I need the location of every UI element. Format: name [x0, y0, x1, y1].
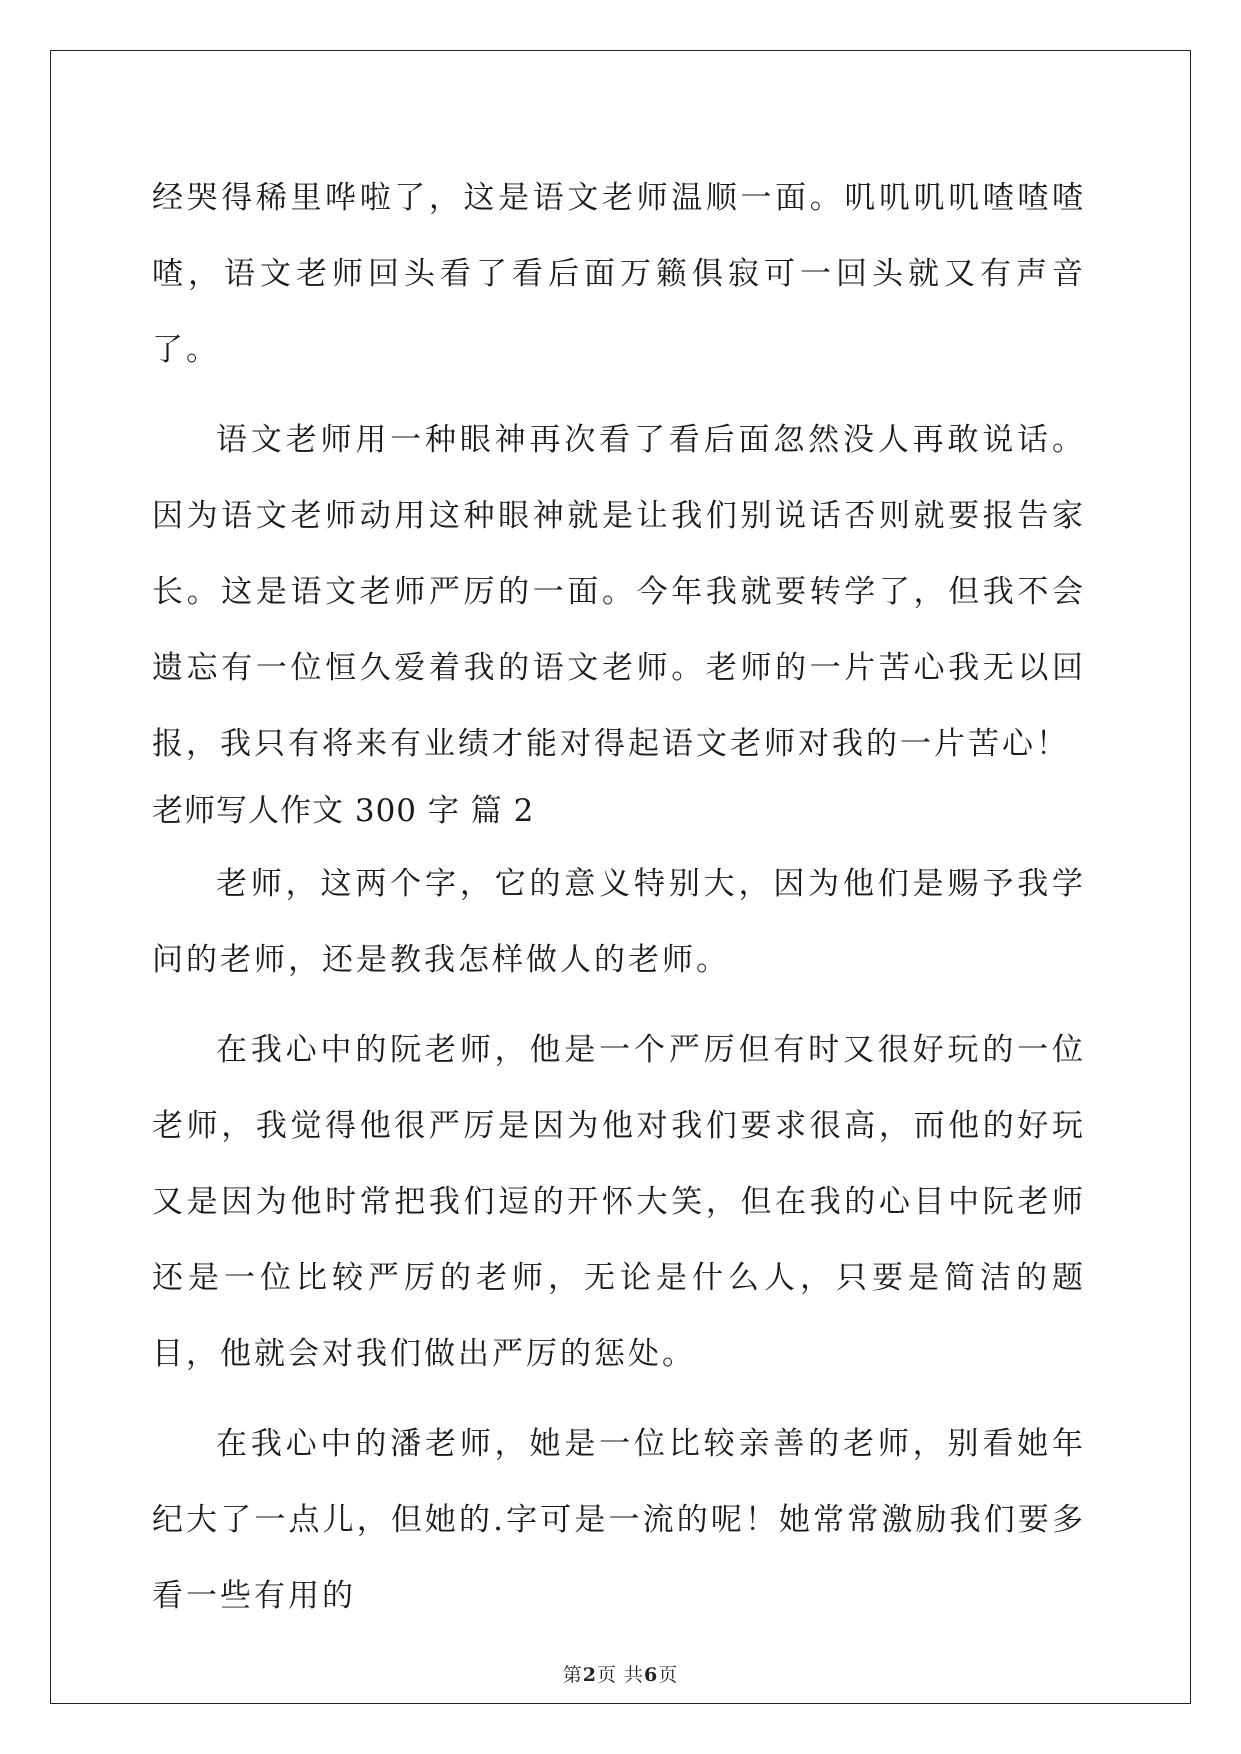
- paragraph-2: 语文老师用一种眼神再次看了看后面忽然没人再敢说话。因为语文老师动用这种眼神就是让我们别说话否则就要报告家长。这是语文老师严厉的一面。今年我就要转学了，但我不会遗忘有一位恒久爱着我的语文老师。老师的一片苦心我无以回报，我只有将来有业绩才能对得起语文老师对我的一片苦心！: [152, 422, 1086, 762]
- page-footer: [0, 1660, 1241, 1687]
- current-page-number: 2: [582, 1664, 597, 1686]
- paragraph-3: 老师，这两个字，它的意义特别大，因为他们是赐予我学问的老师，还是教我怎样做人的老师。: [152, 866, 1086, 978]
- paragraph-5: 在我心中的潘老师，她是一位比较亲善的老师，别看她年纪大了一点儿，但她的.字可是一流的呢！她常常激励我们要多看一些有用的: [152, 1426, 1086, 1614]
- footer-middle: 页 共: [596, 1664, 645, 1686]
- paragraph-gap: [152, 998, 1086, 1012]
- document-body: [152, 160, 1086, 1634]
- footer-prefix: 第: [562, 1664, 583, 1686]
- paragraph-1: 经哭得稀里哗啦了，这是语文老师温顺一面。叽叽叽叽喳喳喳喳，语文老师回头看了看后面万籁俱寂可一回头就又有声音了。: [152, 180, 1086, 368]
- section-title: 老师写人作文 300 字 篇 2: [152, 793, 535, 829]
- paragraph-gap: [152, 1392, 1086, 1406]
- paragraph-gap: [152, 388, 1086, 402]
- footer-suffix: 页: [658, 1664, 679, 1686]
- total-page-count: 6: [644, 1664, 659, 1686]
- paragraph-4: 在我心中的阮老师，他是一个严厉但有时又很好玩的一位老师，我觉得他很严厉是因为他对我们要求很高，而他的好玩又是因为他时常把我们逗的开怀大笑，但在我的心目中阮老师还是一位比较严厉的老师，无论是什么人，只要是简洁的题目，他就会对我们做出严厉的惩处。: [152, 1032, 1086, 1372]
